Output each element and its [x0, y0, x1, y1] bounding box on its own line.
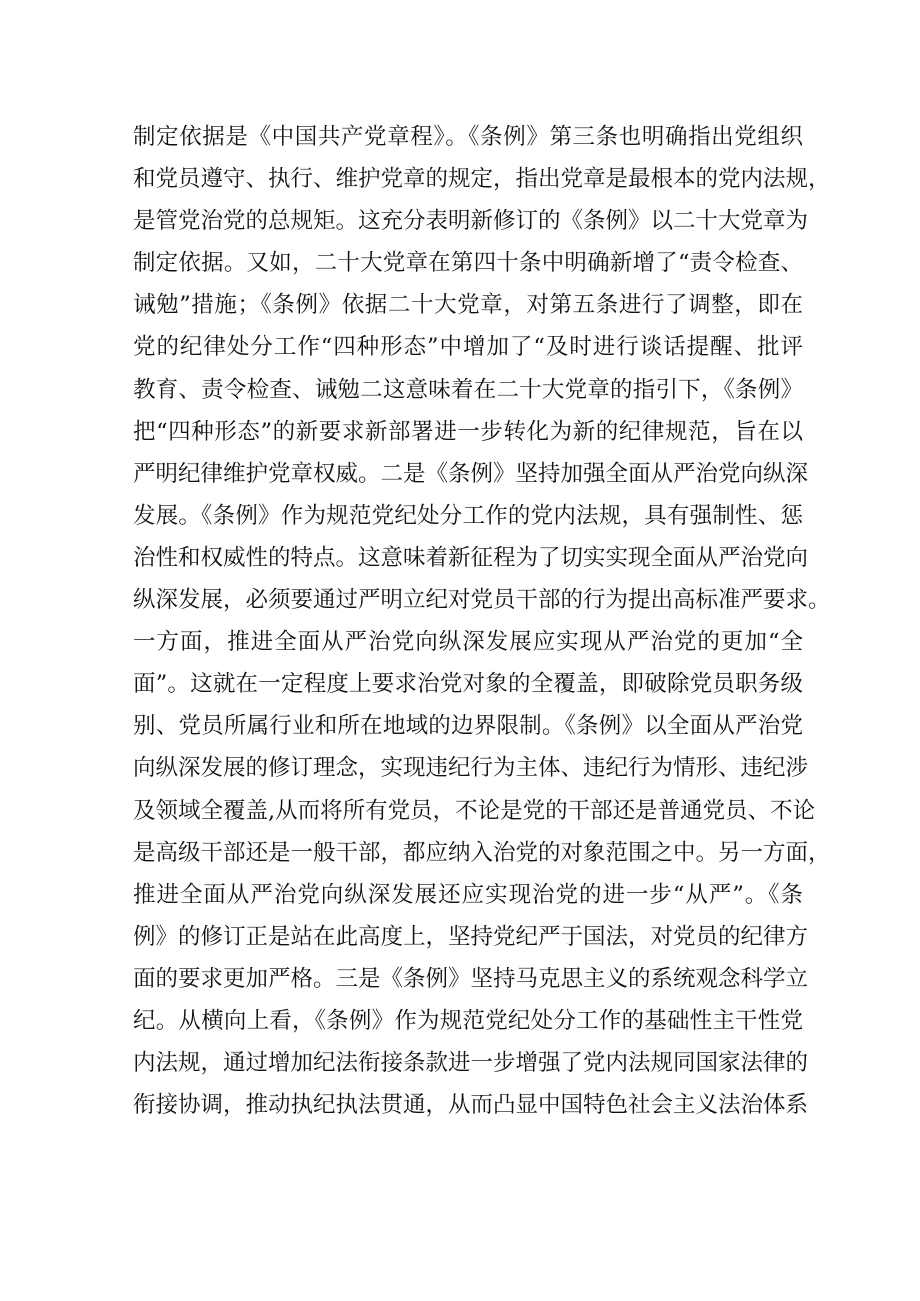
text-line: 例》的修订正是站在此高度上，坚持党纪严于国法，对党员的纪律方: [133, 923, 809, 950]
text-line: 治性和权威性的特点。这意味着新征程为了切实实现全面从严治党向: [133, 544, 809, 571]
text-line: 内法规，通过增加纪法衔接条款进一步增强了党内法规同国家法律的: [133, 1050, 809, 1077]
text-line: 纪。从横向上看，《条例》作为规范党纪处分工作的基础性主干性党: [133, 1007, 803, 1034]
body-text: [133, 116, 831, 1126]
text-line: 面的要求更加严格。三是《条例》坚持马克思主义的系统观念科学立: [133, 965, 809, 992]
text-line: 一方面，推进全面从严治党向纵深发展应实现从严治党的更加“全: [133, 629, 803, 656]
text-line: 教育、责令检查、诫勉二这意味着在二十大党章的指引下，《条例》: [133, 376, 803, 403]
text-line: 严明纪律维护党章权威。二是《条例》坚持加强全面从严治党向纵深: [133, 460, 809, 487]
text-line: 是高级干部还是一般干部，都应纳入治党的对象范围之中。另一方面，: [133, 839, 831, 866]
text-line: 推进全面从严治党向纵深发展还应实现治党的进一步“从严”。《条: [133, 881, 803, 908]
text-line: 是管党治党的总规矩。这充分表明新修订的《条例》以二十大党章为: [133, 208, 809, 235]
text-line: 及领域全覆盖,从而将所有党员，不论是党的干部还是普通党员、不论: [133, 797, 816, 824]
text-line: 发展。《条例》作为规范党纪处分工作的党内法规，具有强制性、惩: [133, 502, 803, 529]
text-line: 向纵深发展的修订理念，实现违纪行为主体、违纪行为情形、违纪涉: [133, 755, 809, 782]
text-line: 把“四种形态”的新要求新部署进一步转化为新的纪律规范，旨在以: [133, 418, 803, 445]
text-line: 衔接协调，推动执纪执法贯通，从而凸显中国特色社会主义法治体系: [133, 1092, 809, 1119]
text-line: 党的纪律处分工作“四种形态”中增加了“及时进行谈话提醒、批评: [133, 334, 803, 361]
text-line: 面”。这就在一定程度上要求治党对象的全覆盖，即破除党员职务级: [133, 671, 803, 698]
text-line: 制定依据是《中国共产党章程》。《条例》第三条也明确指出党组织: [133, 124, 803, 150]
text-line: 诫勉”措施；《条例》依据二十大党章，对第五条进行了调整，即在: [133, 292, 803, 319]
text-line: 制定依据。又如，二十大党章在第四十条中明确新增了“责令检查、: [133, 250, 803, 277]
text-line: 纵深发展，必须要通过严明立纪对党员干部的行为提出高标准严要求。: [133, 587, 831, 614]
text-line: 和党员遵守、执行、维护党章的规定，指出党章是最根本的党内法规，: [133, 166, 831, 193]
text-line: 别、党员所属行业和所在地域的边界限制。《条例》以全面从严治党: [133, 713, 803, 740]
